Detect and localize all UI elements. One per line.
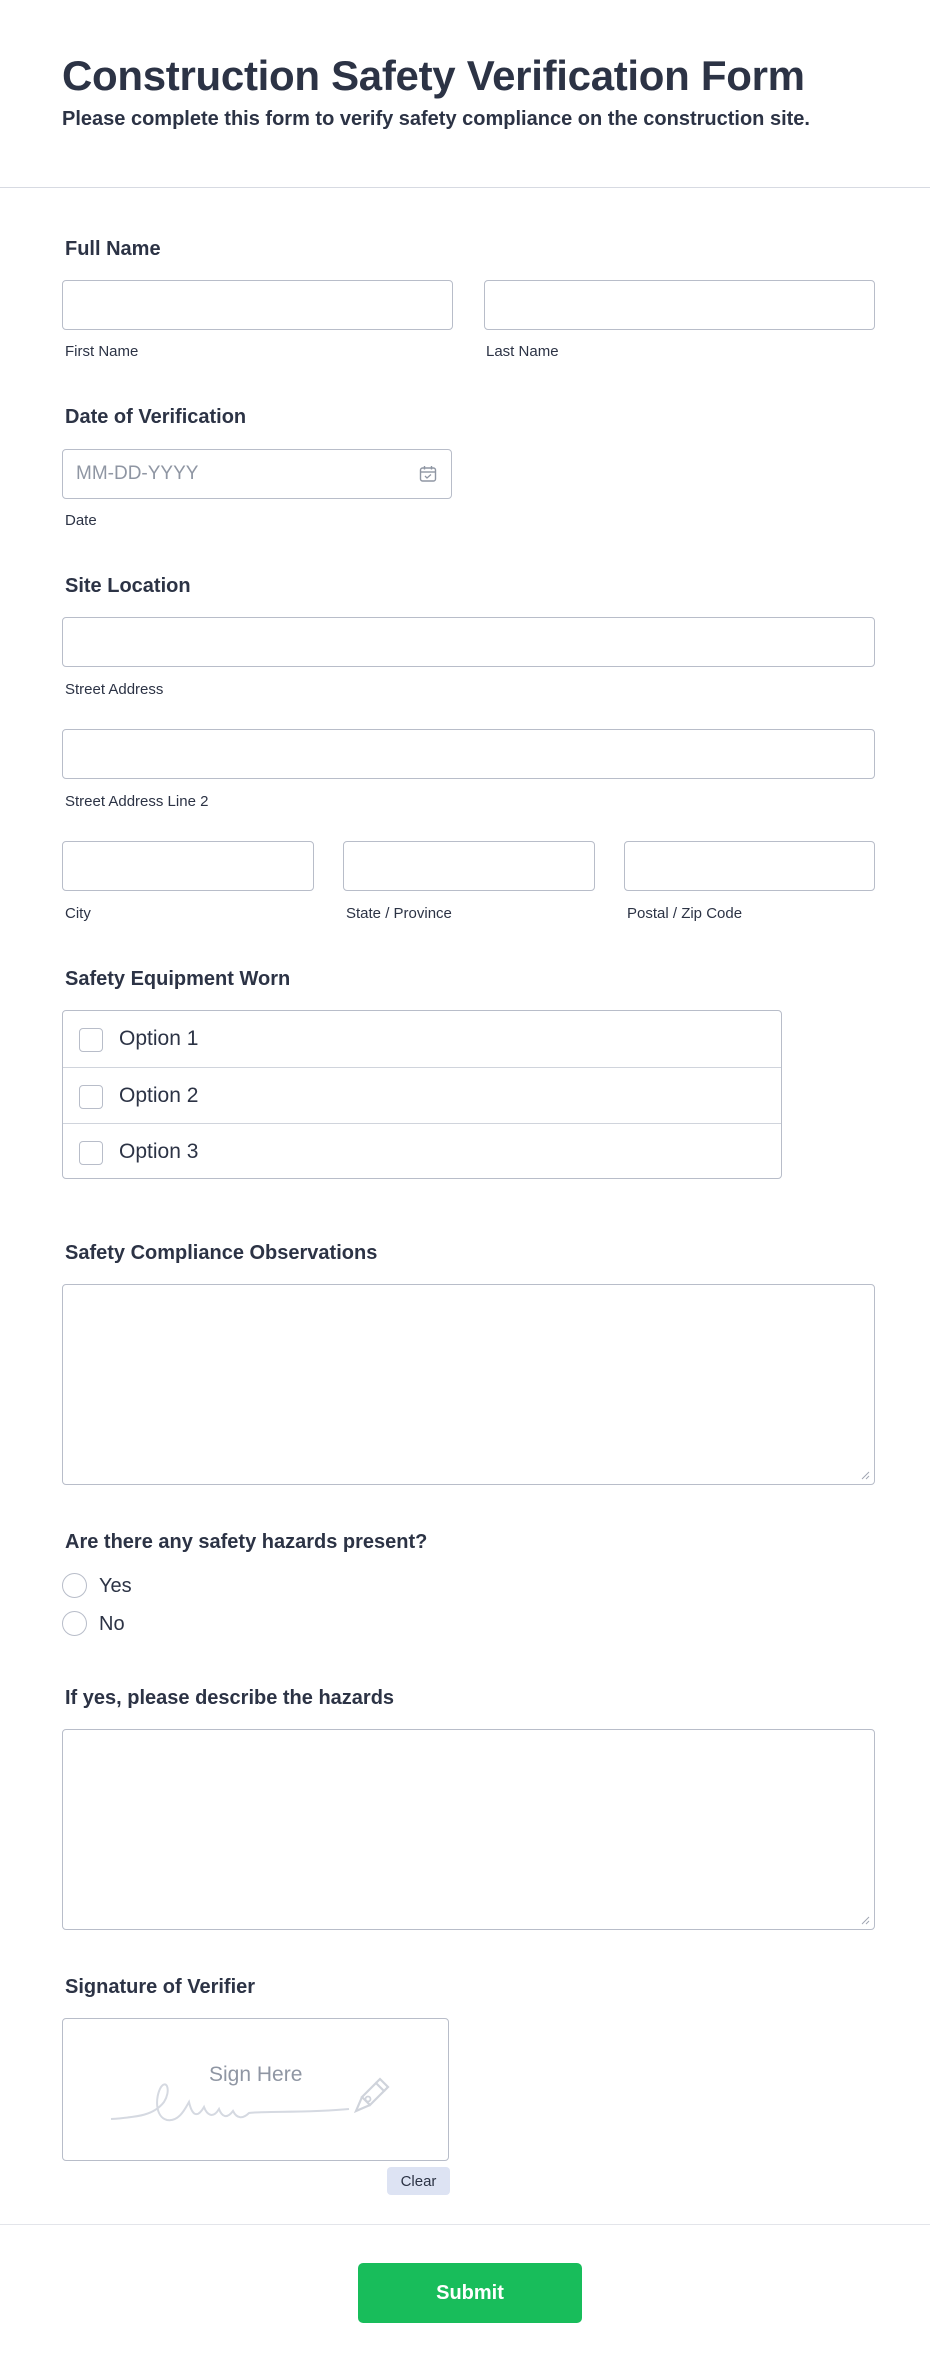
last-name-field[interactable]: [484, 280, 875, 330]
zip-input[interactable]: [625, 842, 874, 890]
safety-equipment-options: [62, 1010, 782, 1179]
form-subtitle: Please complete this form to verify safety compliance on the construction site.: [62, 108, 810, 130]
street-address-2-input[interactable]: [63, 730, 874, 778]
street-address-sublabel: Street Address: [65, 681, 164, 698]
date-input[interactable]: [63, 450, 451, 498]
hazards-yes-radio[interactable]: [62, 1573, 87, 1598]
calendar-icon[interactable]: [419, 465, 437, 483]
street-address-2-sublabel: Street Address Line 2: [65, 793, 209, 810]
footer-divider: [0, 2224, 930, 2225]
option-1-row[interactable]: [63, 1011, 781, 1067]
city-field[interactable]: [62, 841, 314, 891]
signature-label: Signature of Verifier: [65, 1976, 256, 1998]
form-title: Construction Safety Verification Form: [62, 52, 805, 99]
hazard-description-textarea[interactable]: [62, 1729, 875, 1930]
first-name-input[interactable]: [63, 281, 452, 329]
zip-field[interactable]: [624, 841, 875, 891]
first-name-field[interactable]: [62, 280, 453, 330]
observations-textarea[interactable]: [62, 1284, 875, 1485]
date-label: Date of Verification: [65, 406, 247, 428]
hazards-yes-label[interactable]: Yes: [99, 1575, 132, 1597]
signature-pad[interactable]: [62, 2018, 449, 2161]
state-input[interactable]: [344, 842, 594, 890]
option-2-checkbox[interactable]: [79, 1085, 103, 1109]
safety-equipment-label: Safety Equipment Worn: [65, 968, 291, 990]
street-address-input[interactable]: [63, 618, 874, 666]
hazards-no-radio[interactable]: [62, 1611, 87, 1636]
hazard-description-input[interactable]: [63, 1730, 874, 1929]
city-input[interactable]: [63, 842, 313, 890]
option-3-checkbox[interactable]: [79, 1141, 103, 1165]
option-1-checkbox[interactable]: [79, 1028, 103, 1052]
observations-label: Safety Compliance Observations: [65, 1242, 378, 1264]
date-sublabel: Date: [65, 512, 97, 529]
option-2-row[interactable]: [63, 1067, 781, 1123]
street-address-2-field[interactable]: [62, 729, 875, 779]
option-1-label[interactable]: Option 1: [119, 1027, 199, 1050]
site-location-label: Site Location: [65, 575, 191, 597]
last-name-sublabel: Last Name: [486, 343, 559, 360]
city-sublabel: City: [65, 905, 91, 922]
signature-placeholder: Sign Here: [209, 2063, 303, 2086]
last-name-input[interactable]: [485, 281, 874, 329]
hazards-no-label[interactable]: No: [99, 1613, 125, 1635]
street-address-field[interactable]: [62, 617, 875, 667]
state-field[interactable]: [343, 841, 595, 891]
observations-input[interactable]: [63, 1285, 874, 1484]
submit-button[interactable]: Submit: [358, 2263, 582, 2323]
form-header: [0, 0, 930, 188]
date-field[interactable]: [62, 449, 452, 499]
option-2-label[interactable]: Option 2: [119, 1084, 199, 1107]
zip-sublabel: Postal / Zip Code: [627, 905, 743, 922]
first-name-sublabel: First Name: [65, 343, 139, 360]
option-3-row[interactable]: [63, 1123, 781, 1179]
hazard-description-label: If yes, please describe the hazards: [65, 1687, 395, 1709]
hazards-label: Are there any safety hazards present?: [65, 1531, 428, 1553]
resize-handle-icon[interactable]: [860, 1915, 870, 1925]
clear-signature-button[interactable]: Clear: [387, 2167, 450, 2195]
full-name-label: Full Name: [65, 238, 161, 260]
state-sublabel: State / Province: [346, 905, 452, 922]
resize-handle-icon[interactable]: [860, 1470, 870, 1480]
option-3-label[interactable]: Option 3: [119, 1140, 199, 1163]
